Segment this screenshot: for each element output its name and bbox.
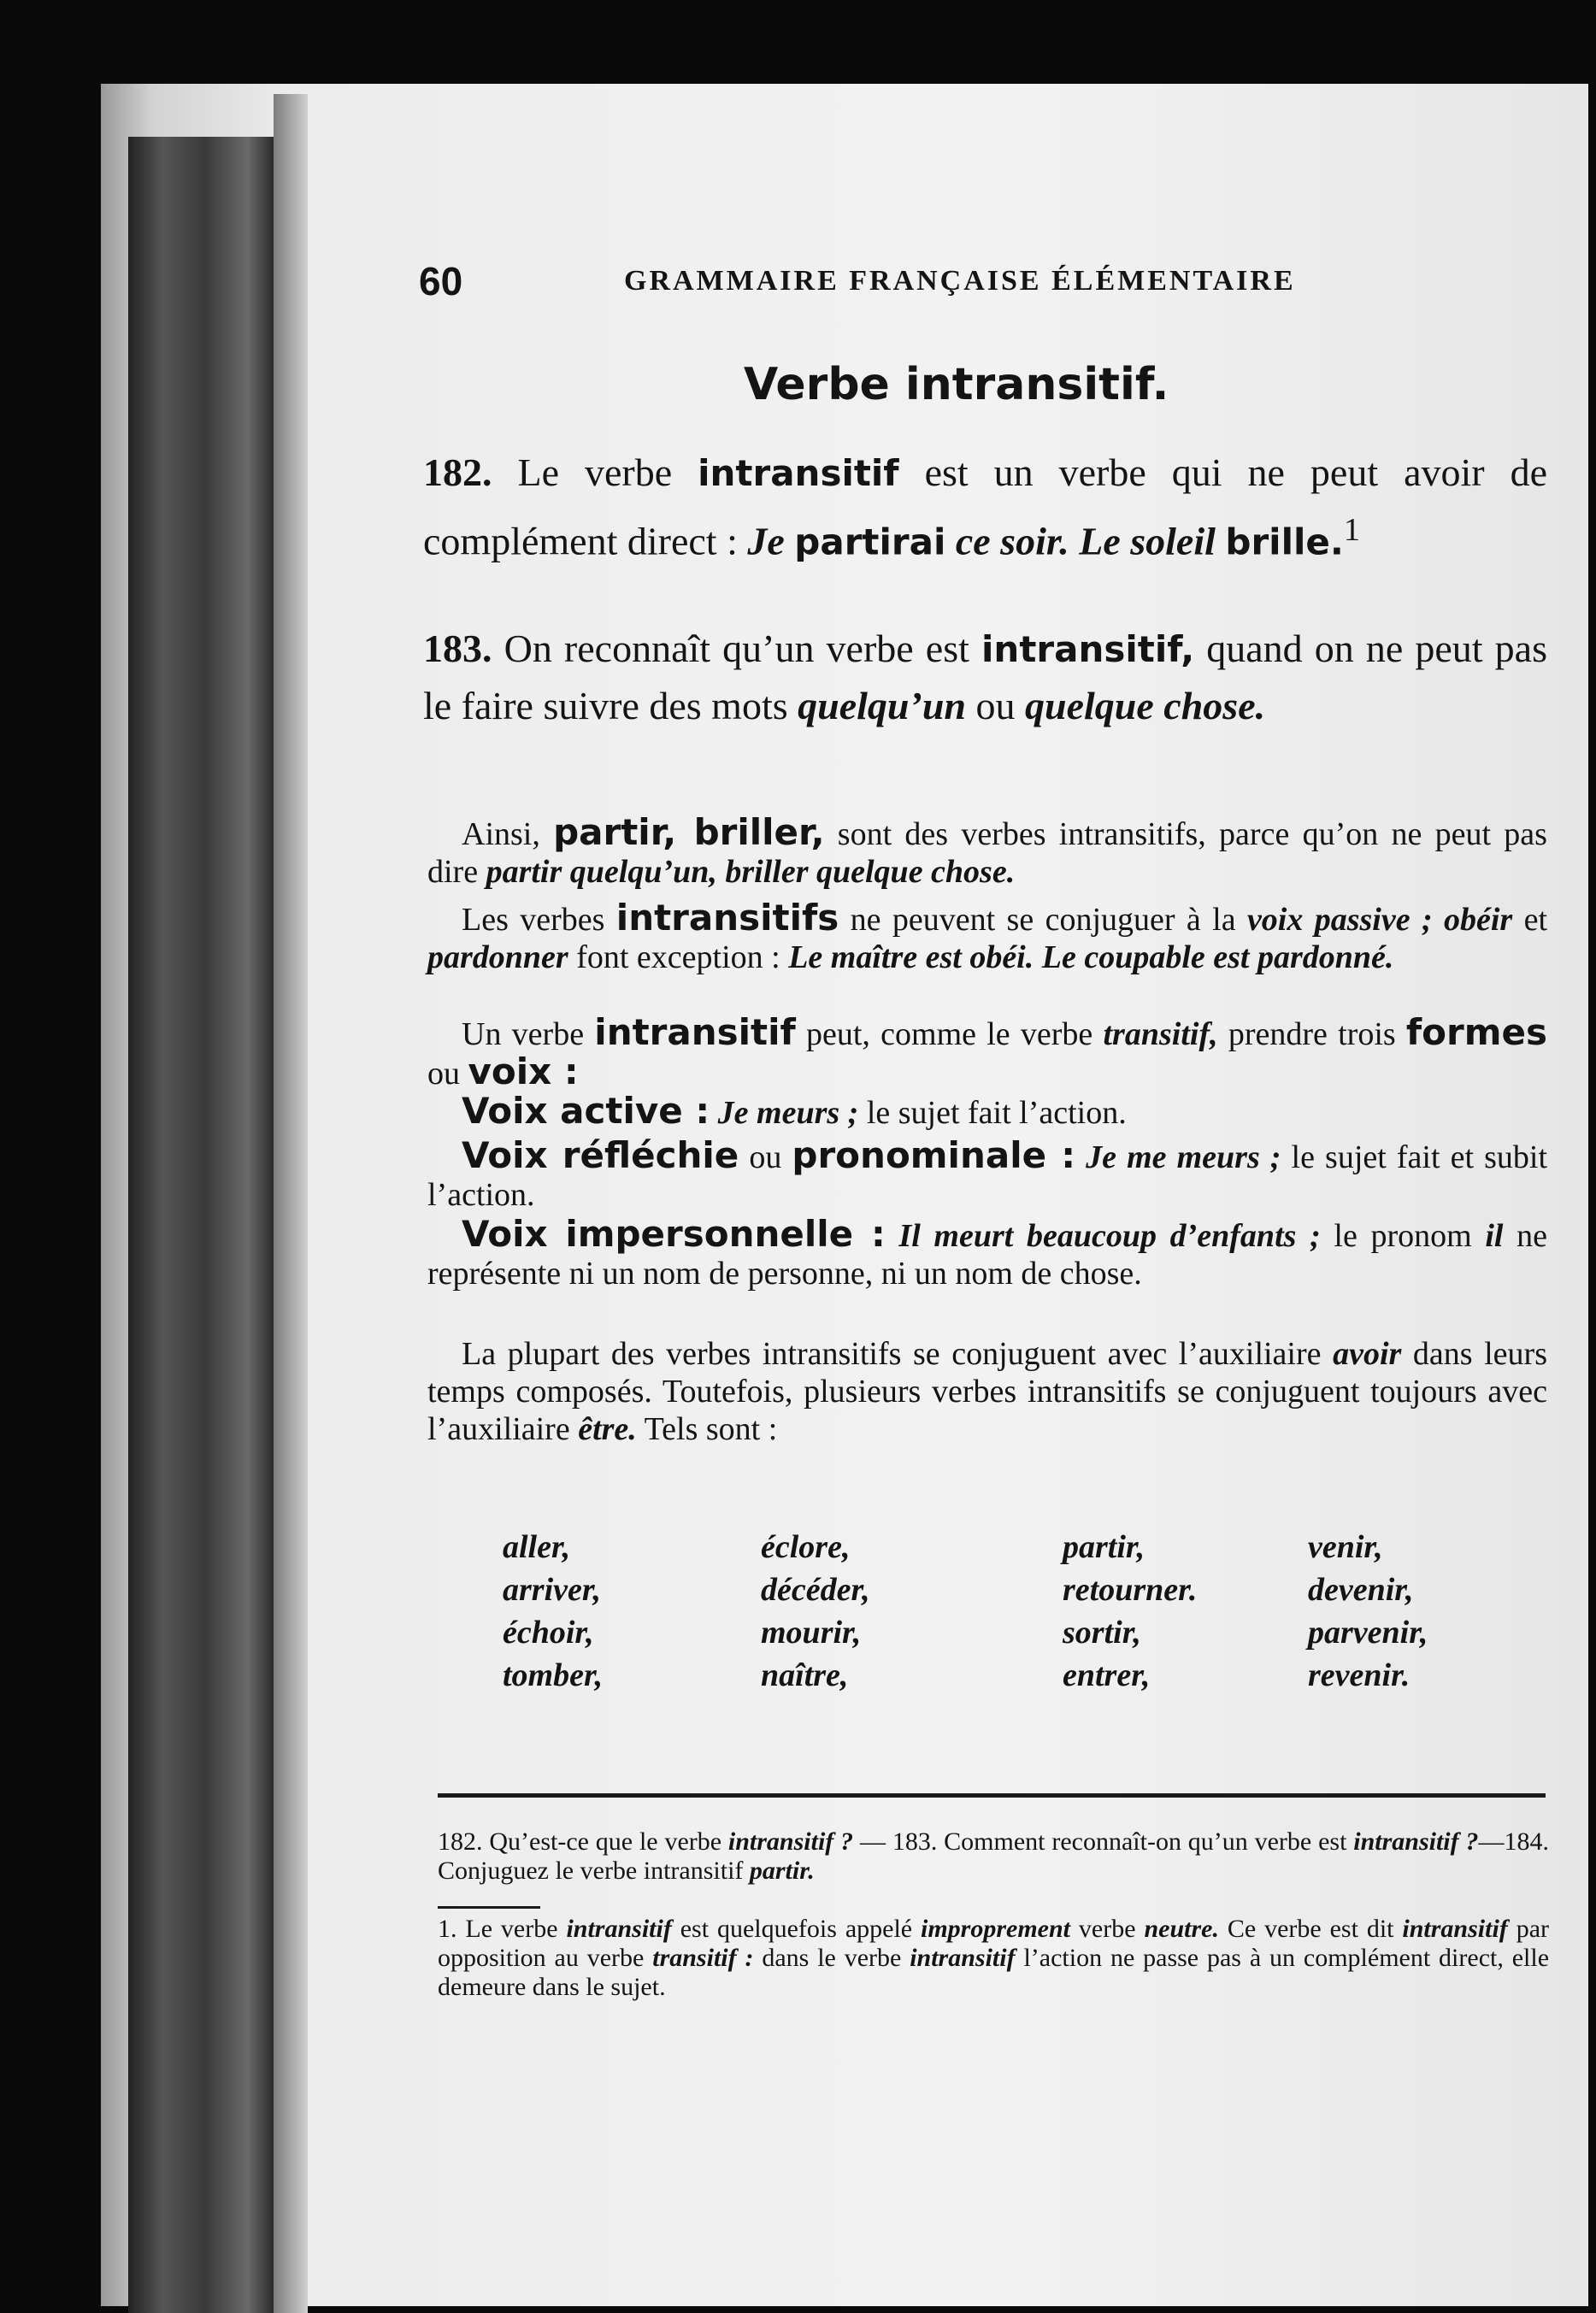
paragraph-voix-active	[427, 1092, 1547, 1132]
verb-column	[1308, 1526, 1564, 1697]
voice-heading: Voix impersonnelle :	[462, 1213, 886, 1255]
text: l’action ne passe pas à un complément direct, elle demeure dans le sujet.	[438, 1944, 1550, 2001]
verb-item: entrer,	[1063, 1657, 1151, 1693]
example: voix passive ; obéir	[1246, 902, 1513, 938]
page-gutter	[274, 94, 308, 2313]
verb-item: partir,	[1063, 1529, 1145, 1565]
example: pardonner	[427, 939, 568, 975]
voice-heading: pronominale :	[792, 1134, 1076, 1176]
questions-rule	[438, 1793, 1546, 1798]
keyword: partir, briller,	[553, 811, 825, 853]
text: On reconnaît qu’un verbe est	[492, 627, 982, 670]
example: intransitif ?	[727, 1827, 854, 1856]
text: — 183. Comment reconnaît-on qu’un verbe est	[853, 1827, 1354, 1856]
verb-item: éclore,	[761, 1529, 851, 1565]
text: Le verbe	[492, 450, 698, 494]
paragraph-ainsi	[427, 811, 1547, 891]
example: intransitif	[910, 1944, 1016, 1972]
paragraph-182	[423, 444, 1547, 570]
text: quand on ne peut pas le faire suivre des mots	[423, 627, 1547, 727]
footnote-separator	[438, 1906, 540, 1909]
text: prendre trois	[1217, 1016, 1406, 1052]
example: Je meurs ;	[710, 1095, 859, 1131]
example: partir.	[749, 1857, 815, 1885]
text: Ce verbe est dit	[1218, 1915, 1403, 1943]
example: être.	[578, 1411, 637, 1447]
verb-column	[503, 1526, 759, 1697]
text: dans le verbe	[753, 1944, 910, 1972]
text: Ainsi,	[462, 816, 554, 852]
text: ou	[427, 1056, 468, 1092]
example: quelque chose.	[1025, 684, 1266, 727]
voice-heading: Voix active :	[462, 1090, 710, 1132]
verb-item: retourner.	[1063, 1572, 1198, 1608]
text: par opposition au verbe	[438, 1915, 1549, 1972]
paragraph-183	[423, 621, 1547, 734]
text: est un verbe qui ne peut avoir de complément direct :	[423, 450, 1548, 563]
verb-column	[1063, 1526, 1319, 1697]
verb-item: tomber,	[503, 1657, 604, 1693]
verb-item: naître,	[761, 1657, 849, 1693]
section-title: Verbe intransitif.	[744, 359, 1169, 410]
verb-column	[761, 1526, 1017, 1697]
book-binding	[128, 137, 274, 2313]
keyword: brille.	[1225, 521, 1344, 563]
example: intransitif	[1402, 1915, 1508, 1943]
paragraph-voix-reflechie	[427, 1134, 1548, 1214]
keyword: intransitif	[698, 452, 899, 494]
text: ne peuvent se conjuguer à la	[839, 902, 1247, 938]
example: Il meurt beaucoup d’enfants ;	[885, 1218, 1321, 1254]
text: est quelquefois appelé	[671, 1915, 922, 1943]
paragraph-un-verbe	[427, 1011, 1547, 1092]
text: —184. Conjuguez le verbe intransitif	[438, 1827, 1549, 1885]
text: dans leurs temps composés. Toutefois, plusieurs verbes intransitifs se conjuguent toujours avec l’auxiliaire	[427, 1336, 1547, 1447]
verb-item: aller,	[503, 1529, 571, 1565]
text: Les verbes	[462, 902, 616, 938]
verb-item: parvenir,	[1308, 1615, 1428, 1651]
voice-heading: Voix réfléchie	[462, 1134, 739, 1176]
text: le pronom	[1320, 1218, 1486, 1254]
text: Un verbe	[462, 1016, 595, 1052]
text: ou	[739, 1139, 792, 1175]
verb-item: arriver,	[503, 1572, 602, 1608]
verb-item: revenir.	[1308, 1657, 1410, 1693]
example: neutre.	[1144, 1915, 1219, 1943]
text: et	[1512, 902, 1548, 938]
example: avoir	[1333, 1336, 1402, 1372]
keyword: intransitif,	[981, 628, 1195, 670]
example: partir quelqu’un, briller quelque chose.	[486, 854, 1016, 890]
text: le sujet fait et subit l’action.	[427, 1139, 1548, 1213]
footnote-marker: 1	[1343, 512, 1360, 548]
verb-item: décéder,	[761, 1572, 870, 1608]
text: font exception :	[568, 939, 789, 975]
example: quelqu’un	[798, 684, 967, 727]
text: ou	[966, 684, 1026, 727]
paragraph-les-verbes	[427, 899, 1547, 976]
keyword: intransitifs	[615, 897, 839, 939]
example: intransitif ?	[1353, 1827, 1479, 1856]
page-header	[419, 258, 1335, 309]
text: le sujet fait l’action.	[858, 1095, 1127, 1131]
example: intransitif	[566, 1915, 672, 1943]
text: La plupart des verbes intransitifs se conjuguent avec l’auxiliaire	[462, 1336, 1334, 1372]
paragraph-voix-impersonnelle	[427, 1215, 1547, 1292]
keyword: voix :	[468, 1051, 579, 1092]
example: il	[1485, 1218, 1504, 1254]
verb-item: mourir,	[761, 1615, 862, 1651]
text: 182. Qu’est-ce que le verbe	[438, 1827, 728, 1856]
text: ne représente ni un nom de personne, ni un nom de chose.	[427, 1218, 1547, 1292]
text: 1. Le verbe	[438, 1915, 567, 1943]
keyword: intransitif	[594, 1011, 796, 1053]
example: Je me meurs ;	[1075, 1139, 1281, 1175]
text: peut, comme le verbe	[795, 1016, 1104, 1052]
example: ce soir. Le soleil	[955, 519, 1216, 563]
text: sont des verbes intransitifs, parce qu’on ne peut pas dire	[427, 816, 1547, 890]
review-questions	[438, 1827, 1549, 1886]
example: Le maître est obéi. Le coupable est pardonné.	[788, 939, 1394, 975]
verb-item: sortir,	[1063, 1615, 1141, 1651]
example: transitif :	[652, 1944, 754, 1972]
running-title: GRAMMAIRE FRANÇAISE ÉLÉMENTAIRE	[624, 265, 1296, 297]
paragraph-number: 183.	[423, 627, 492, 670]
footnote	[438, 1915, 1549, 2002]
verb-item: devenir,	[1308, 1572, 1414, 1608]
paragraph-la-plupart	[427, 1335, 1547, 1448]
example: improprement	[921, 1915, 1071, 1943]
example: Je	[747, 519, 785, 563]
keyword: formes	[1405, 1011, 1547, 1053]
verb-item: échoir,	[503, 1615, 594, 1651]
paragraph-number: 182.	[423, 450, 492, 494]
verb-item: venir,	[1308, 1529, 1383, 1565]
example: transitif,	[1103, 1016, 1218, 1052]
text: Tels sont :	[636, 1411, 778, 1447]
keyword: partirai	[794, 521, 946, 563]
text: verbe	[1070, 1915, 1145, 1943]
page-number: 60	[419, 259, 463, 303]
